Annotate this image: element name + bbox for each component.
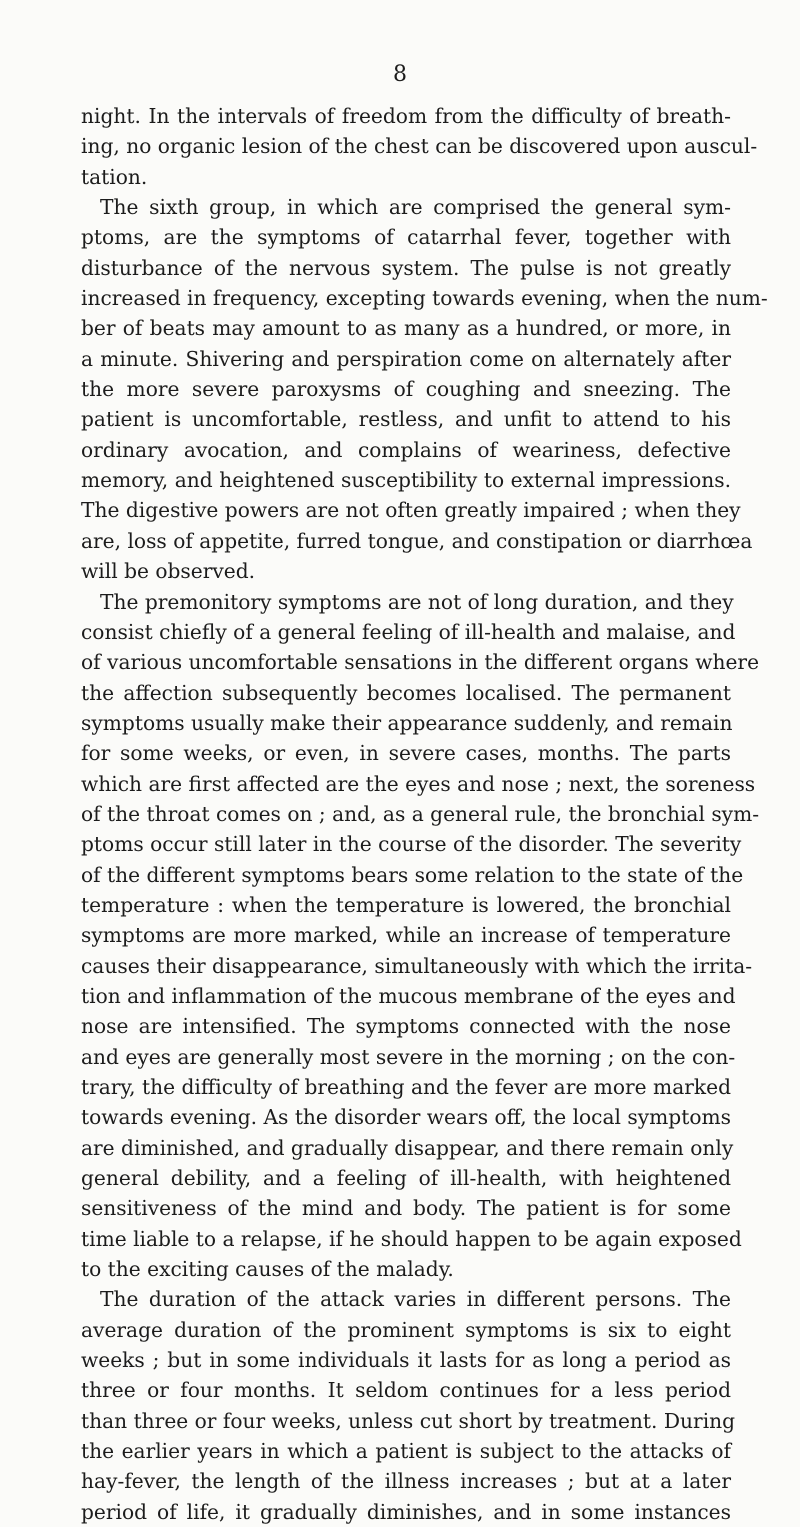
text-line: The sixth group, in which are comprised the general sym- <box>100 195 731 220</box>
text-line: sensitiveness of the mind and body. The patient is for some <box>81 1196 731 1221</box>
text-line: tion and inflammation of the mucous membrane of the eyes and <box>81 983 736 1008</box>
text-line: the more severe paroxysms of coughing and sneezing. The <box>81 377 731 402</box>
paragraph <box>81 1284 736 1527</box>
text-line: are, loss of appetite, furred tongue, and constipation or diarrhœa <box>81 528 753 553</box>
text-line: increased in frequency, excepting towards evening, when the num- <box>81 286 768 311</box>
text-line: weeks ; but in some individuals it lasts for as long a period as <box>81 1348 731 1373</box>
text-line: patient is uncomfortable, restless, and unfit to attend to his <box>81 407 731 432</box>
page-number: 8 <box>393 62 407 87</box>
text-line: to the exciting causes of the malady. <box>81 1257 454 1282</box>
text-line: disturbance of the nervous system. The pulse is not greatly <box>81 255 731 280</box>
text-line: the earlier years in which a patient is subject to the attacks of <box>81 1439 731 1464</box>
text-line: ber of beats may amount to as many as a hundred, or more, in <box>81 316 731 341</box>
text-line: consist chiefly of a general feeling of ill-health and malaise, and <box>81 619 736 644</box>
paragraph <box>81 587 760 1285</box>
text-line: The digestive powers are not often greatly impaired ; when they <box>81 498 741 523</box>
text-line: ordinary avocation, and complains of weariness, defective <box>81 437 731 462</box>
text-line: are diminished, and gradually disappear, and there remain only <box>81 1135 734 1160</box>
text-line: and eyes are generally most severe in the morning ; on the con- <box>81 1044 736 1069</box>
text-line: will be observed. <box>81 559 256 584</box>
text-line: which are first affected are the eyes and nose ; next, the soreness <box>81 771 756 796</box>
text-line: symptoms are more marked, while an increase of temperature <box>81 923 731 948</box>
text-line: the affection subsequently becomes localised. The permanent <box>81 680 731 705</box>
text-line: for some weeks, or even, in severe cases, months. The parts <box>81 741 731 766</box>
text-line: ing, no organic lesion of the chest can be discovered upon auscul- <box>81 134 758 159</box>
text-line: tation. <box>81 164 148 189</box>
text-line: nose are intensified. The symptoms connected with the nose <box>81 1014 731 1039</box>
text-line: trary, the difficulty of breathing and the fever are more marked <box>81 1075 731 1099</box>
text-line: night. In the intervals of freedom from the difficulty of breath- <box>81 104 731 128</box>
text-line: hay-fever, the length of the illness increases ; but at a later <box>81 1469 731 1494</box>
text-line: than three or four weeks, unless cut short by treatment. During <box>81 1408 736 1433</box>
text-line: period of life, it gradually diminishes, and in some instances <box>81 1499 731 1524</box>
text-line: time liable to a relapse, if he should happen to be again exposed <box>81 1226 742 1251</box>
text-line: a minute. Shivering and perspiration come on alternately after <box>81 346 731 371</box>
text-line: general debility, and a feeling of ill-health, with heightened <box>81 1166 731 1191</box>
text-line: The premonitory symptoms are not of long duration, and they <box>100 589 734 614</box>
text-line: The duration of the attack varies in different persons. The <box>100 1287 731 1312</box>
text-line: three or four months. It seldom continues for a less period <box>81 1378 731 1403</box>
body-text <box>81 101 768 1527</box>
text-line: of the different symptoms bears some relation to the state of the <box>81 862 744 887</box>
text-line: temperature : when the temperature is lowered, the bronchial <box>81 892 731 917</box>
text-line: causes their disappearance, simultaneously with which the irrita- <box>81 953 753 978</box>
text-line: memory, and heightened susceptibility to external impressions. <box>81 468 731 493</box>
text-line: ptoms occur still later in the course of the disorder. The severity <box>81 832 742 857</box>
text-line: symptoms usually make their appearance suddenly, and remain <box>81 710 733 735</box>
text-line: average duration of the prominent symptoms is six to eight <box>81 1317 731 1342</box>
text-line: towards evening. As the disorder wears off, the local symptoms <box>81 1105 731 1130</box>
text-line: of various uncomfortable sensations in the different organs where <box>81 650 760 675</box>
text-line: ptoms, are the symptoms of catarrhal fever, together with <box>81 225 731 250</box>
paragraph <box>81 192 768 586</box>
text-line: of the throat comes on ; and, as a general rule, the bronchial sym- <box>81 801 760 826</box>
paragraph <box>81 101 758 192</box>
